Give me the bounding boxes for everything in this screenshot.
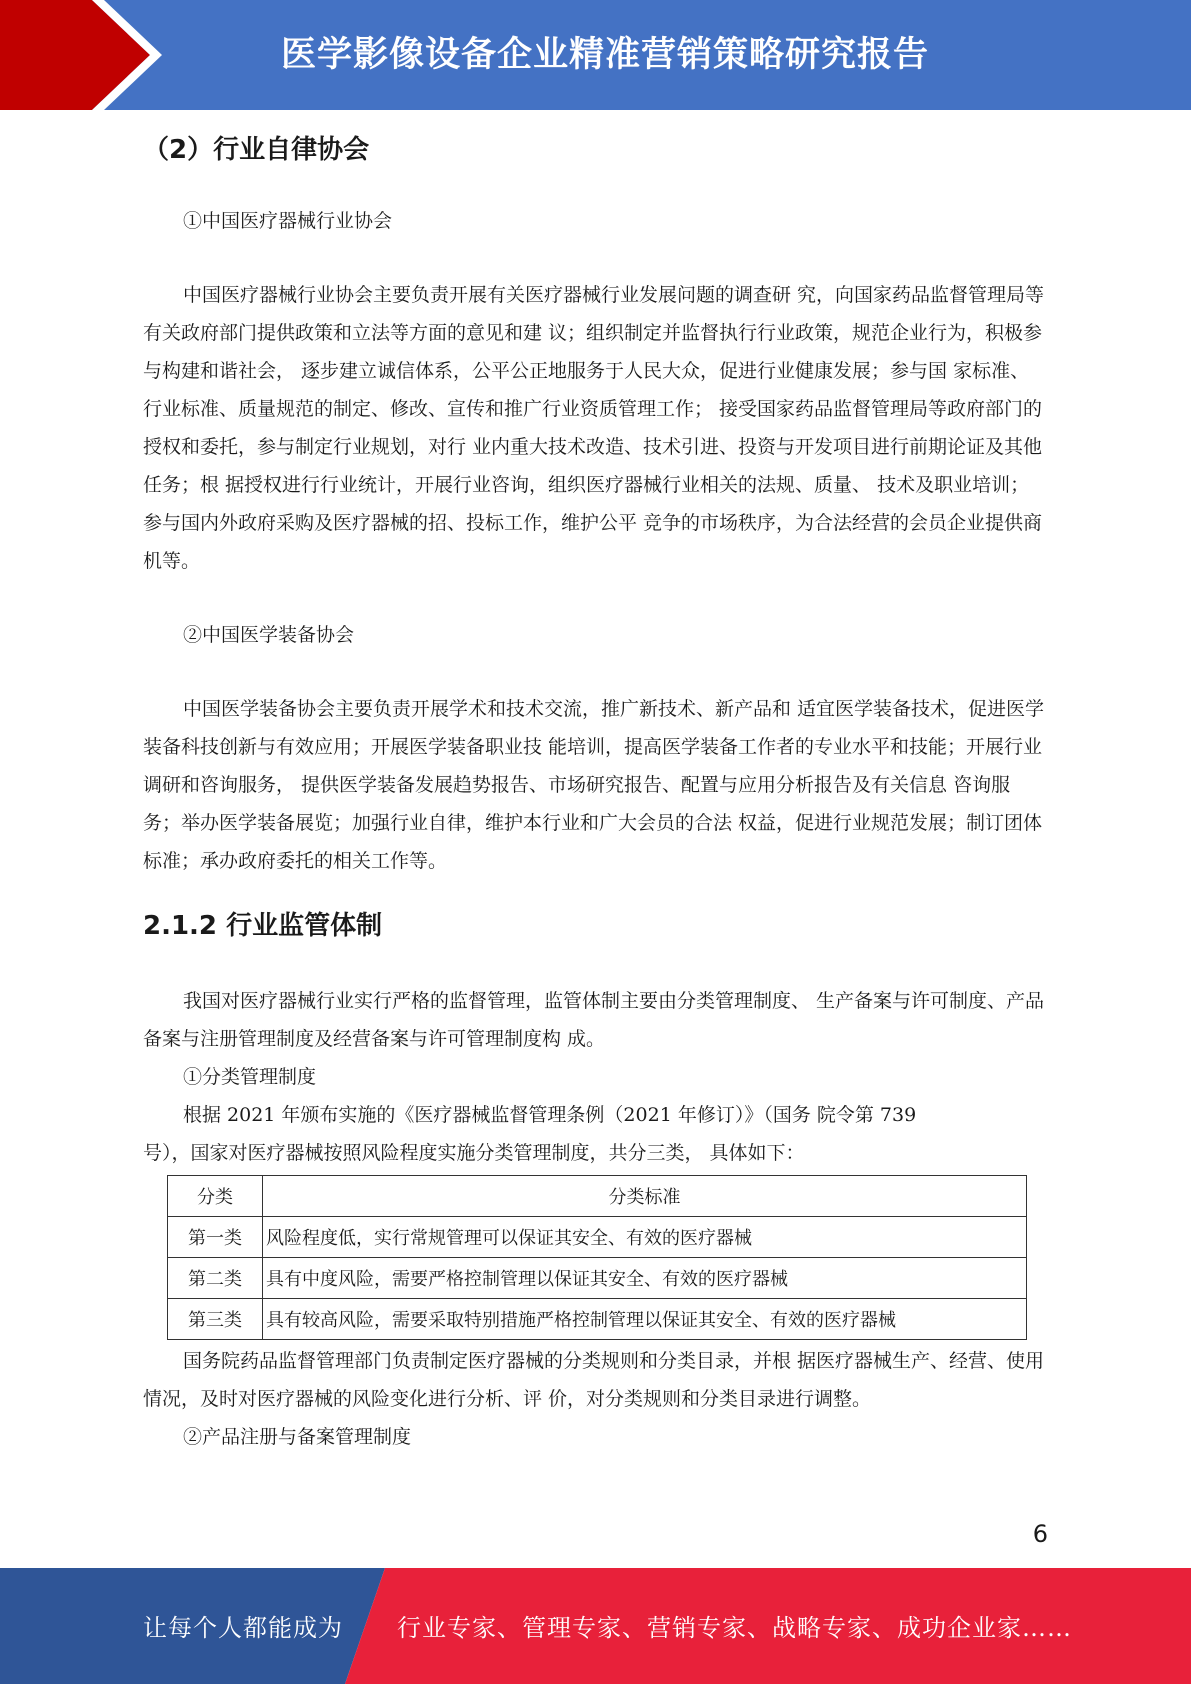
- table-cell-class: 第二类: [168, 1258, 263, 1299]
- table-row: [168, 1258, 1027, 1299]
- footer-slogan-right: 行业专家、管理专家、营销专家、战略专家、成功企业家……: [397, 1614, 1072, 1642]
- table-cell-criteria: 风险程度低，实行常规管理可以保证其安全、有效的医疗器械: [263, 1217, 1027, 1258]
- classification-text-line1: 根据 2021 年颁布实施的《医疗器械监督管理条例（2021 年修订）》（国务 院令第 739: [183, 1104, 917, 1126]
- subsection-title-registration: ②产品注册与备案管理制度: [183, 1426, 412, 1448]
- footer-banner: [0, 1568, 1191, 1684]
- association-body-2: 中国医学装备协会主要负责开展学术和技术交流，推广新技术、新产品和 适宜医学装备技术，促进医学装备科技创新与有效应用；开展医学装备职业技 能培训，提高医学装备工作者的专业水平和技能；开展行业调研和咨询服务， 提供医学装备发展趋势报告、市场研究报告、配置与应用分析报告及有关信息 咨询服务；举办医学装备展览；加强行业自律，维护本行业和广大会员的合法 权益，促进行业规范发展；制订团体标准；承办政府委托的相关工作等。: [143, 698, 1045, 872]
- section-heading-regulation: 2.1.2 行业监管体制: [143, 911, 383, 941]
- table-cell-criteria: 具有中度风险，需要严格控制管理以保证其安全、有效的医疗器械: [263, 1258, 1027, 1299]
- page-content: [143, 118, 1045, 1456]
- after-table-paragraph: 国务院药品监督管理部门负责制定医疗器械的分类规则和分类目录，并根 据医疗器械生产、经营、使用情况，及时对医疗器械的风险变化进行分析、评 价，对分类规则和分类目录进行调整。: [143, 1350, 1045, 1410]
- table-cell-class: 第一类: [168, 1217, 263, 1258]
- footer-slogan-left: 让每个人都能成为: [143, 1614, 343, 1642]
- report-title: 医学影像设备企业精准营销策略研究报告: [280, 35, 929, 75]
- regulation-intro: 我国对医疗器械行业实行严格的监督管理，监管体制主要由分类管理制度、 生产备案与许可制度、产品备案与注册管理制度及经营备案与许可管理制度构 成。: [143, 990, 1045, 1050]
- subsection-title-classification: ①分类管理制度: [183, 1066, 317, 1088]
- association-title-2: ②中国医学装备协会: [183, 624, 355, 646]
- table-header-cell: 分类标准: [263, 1176, 1027, 1217]
- table-header-row: [168, 1176, 1027, 1217]
- table-cell-class: 第三类: [168, 1299, 263, 1340]
- association-title-1: ①中国医疗器械行业协会: [183, 210, 393, 232]
- table-header-cell: 分类: [168, 1176, 263, 1217]
- classification-table: [167, 1175, 1027, 1340]
- table-cell-criteria: 具有较高风险，需要采取特别措施严格控制管理以保证其安全、有效的医疗器械: [263, 1299, 1027, 1340]
- association-body-1: 中国医疗器械行业协会主要负责开展有关医疗器械行业发展问题的调查研 究，向国家药品监督管理局等有关政府部门提供政策和立法等方面的意见和建 议；组织制定并监督执行行业政策，规范企业行为，积极参与构建和谐社会， 逐步建立诚信体系，公平公正地服务于人民大众，促进行业健康发展；参与国 家标准、行业标准、质量规范的制定、修改、宣传和推广行业资质管理工作； 接受国家药品监督管理局等政府部门的授权和委托，参与制定行业规划，对行 业内重大技术改造、技术引进、投资与开发项目进行前期论证及其他任务；根 据授权进行行业统计，开展行业咨询，组织医疗器械行业相关的法规、质量、 技术及职业培训；参与国内外政府采购及医疗器械的招、投标工作，维护公平 竞争的市场秩序，为合法经营的会员企业提供商机等。: [143, 284, 1045, 572]
- table-row: [168, 1299, 1027, 1340]
- classification-text-line2: 号），国家对医疗器械按照风险程度实施分类管理制度，共分三类， 具体如下：: [143, 1142, 805, 1164]
- section-heading-self-regulation: （2）行业自律协会: [143, 135, 370, 165]
- header-banner: [0, 0, 1191, 110]
- table-row: [168, 1217, 1027, 1258]
- page-number: 6: [1032, 1520, 1048, 1548]
